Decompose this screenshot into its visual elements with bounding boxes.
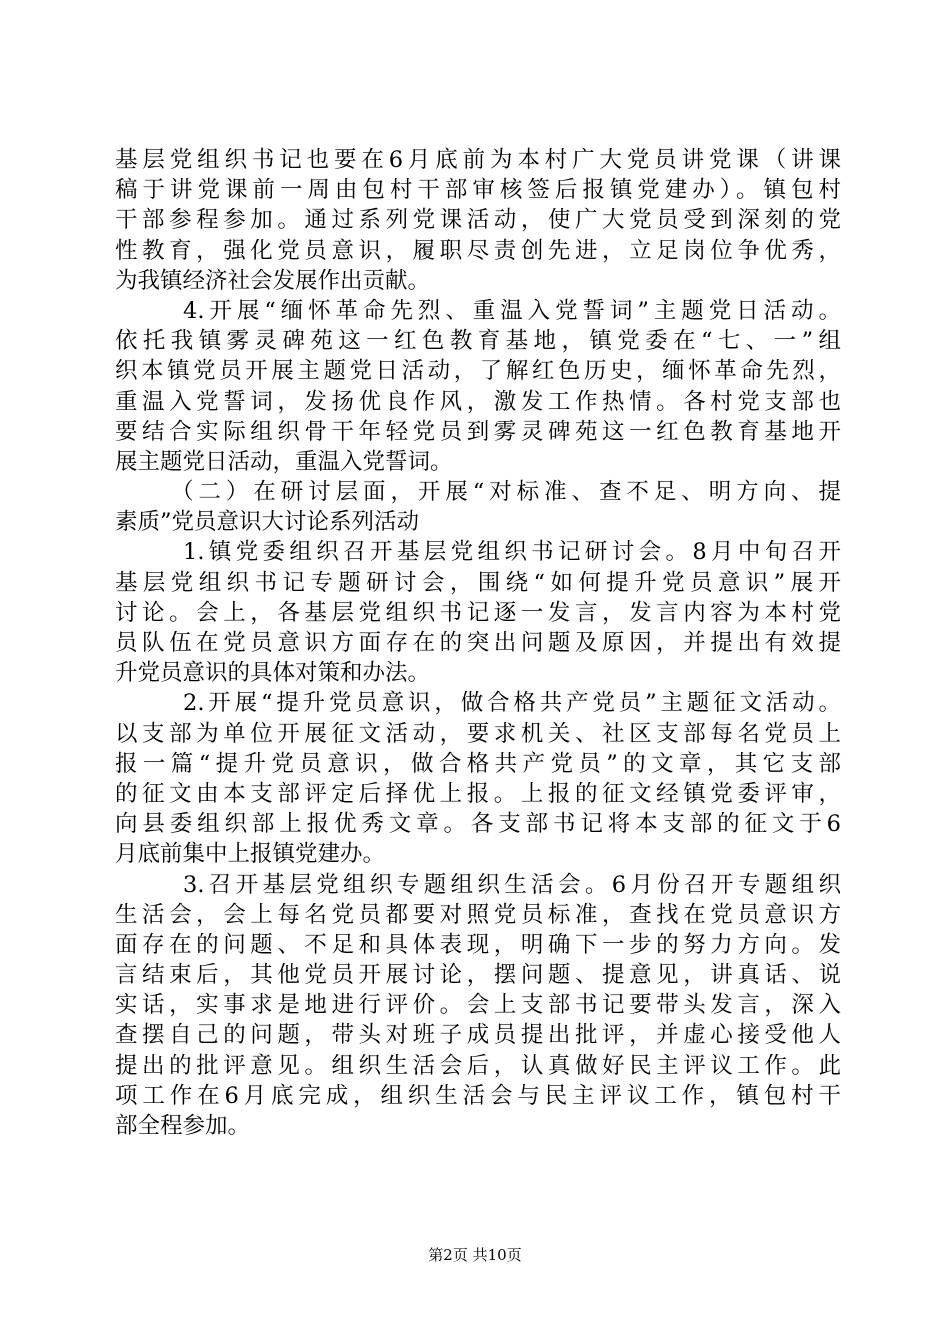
text-line: 重温入党誓词，发扬优良作风，激发工作热情。各村党支部也 xyxy=(115,388,841,415)
text-line: 1.镇党委组织召开基层党组织书记研讨会。8月中旬召开 xyxy=(183,539,841,566)
text-line: 基层党组织书记专题研讨会，围绕“如何提升党员意识”展开 xyxy=(115,569,841,596)
text-line: （二）在研讨层面，开展“对标准、查不足、明方向、提 xyxy=(171,479,841,506)
text-line: 展主题党日活动，重温入党誓词。 xyxy=(115,448,453,475)
text-line: 要结合实际组织骨干年轻党员到雾灵碑苑这一红色教育基地开 xyxy=(115,418,841,445)
text-line: 月底前集中上报镇党建办。 xyxy=(115,841,386,868)
text-line: 查摆自己的问题，带头对班子成员提出批评，并虚心接受他人 xyxy=(115,1022,841,1049)
text-line: 3.召开基层党组织专题组织生活会。6月份召开专题组织 xyxy=(183,871,841,898)
text-line: 以支部为单位开展征文活动，要求机关、社区支部每名党员上 xyxy=(115,720,841,747)
text-line: 面存在的问题、不足和具体表现，明确下一步的努力方向。发 xyxy=(115,931,841,958)
text-line: 员队伍在党员意识方面存在的突出问题及原因，并提出有效提 xyxy=(115,630,841,656)
text-line: 生活会，会上每名党员都要对照党员标准，查找在党员意识方 xyxy=(115,901,841,928)
text-line: 提出的批评意见。组织生活会后，认真做好民主评议工作。此 xyxy=(115,1052,841,1079)
text-line: 报一篇“提升党员意识，做合格共产党员”的文章，其它支部 xyxy=(115,750,841,777)
text-line: 言结束后，其他党员开展讨论，摆问题、提意见，讲真话、说 xyxy=(115,962,841,989)
text-line: 向县委组织部上报优秀文章。各支部书记将本支部的征文于6 xyxy=(115,811,841,838)
text-line: 4.开展“缅怀革命先烈、重温入党誓词”主题党日活动。 xyxy=(183,297,841,324)
text-line: 项工作在6月底完成，组织生活会与民主评议工作，镇包村干 xyxy=(115,1082,841,1109)
text-line: 升党员意识的具体对策和办法。 xyxy=(115,660,431,687)
paragraph-2 xyxy=(115,296,841,477)
text-line: 依托我镇雾灵碑苑这一红色教育基地，镇党委在“七、一”组 xyxy=(115,328,841,355)
section-heading xyxy=(115,477,841,537)
text-line: 性教育，强化党员意识，履职尽责创先进，立足岗位争优秀， xyxy=(115,237,841,264)
text-line: 素质”党员意识大讨论系列活动 xyxy=(115,509,420,536)
text-line: 织本镇党员开展主题党日活动，了解红色历史，缅怀革命先烈， xyxy=(115,358,841,385)
text-line: 部全程参加。 xyxy=(115,1113,251,1139)
text-line: 2.开展“提升党员意识，做合格共产党员”主题征文活动。 xyxy=(183,690,841,717)
paragraph-4 xyxy=(115,537,841,688)
text-line: 基层党组织书记也要在6月底前为本村广大党员讲党课（讲课 xyxy=(115,147,841,173)
text-line: 稿于讲党课前一周由包村干部审核签后报镇党建办）。镇包村 xyxy=(115,177,841,204)
document-body xyxy=(115,145,841,1141)
paragraph-1 xyxy=(115,145,841,296)
paragraph-5 xyxy=(115,688,841,869)
text-line: 的征文由本支部评定后择优上报。上报的征文经镇党委评审， xyxy=(115,780,841,807)
text-line: 干部参程参加。通过系列党课活动，使广大党员受到深刻的党 xyxy=(115,207,841,234)
paragraph-6 xyxy=(115,870,841,1142)
text-line: 为我镇经济社会发展作出贡献。 xyxy=(115,267,431,294)
page-footer xyxy=(0,1244,950,1265)
page-number-label: 第2页 共10页 xyxy=(428,1246,522,1264)
text-line: 讨论。会上，各基层党组织书记逐一发言，发言内容为本村党 xyxy=(115,599,841,626)
text-line: 实话，实事求是地进行评价。会上支部书记要带头发言，深入 xyxy=(115,992,841,1019)
